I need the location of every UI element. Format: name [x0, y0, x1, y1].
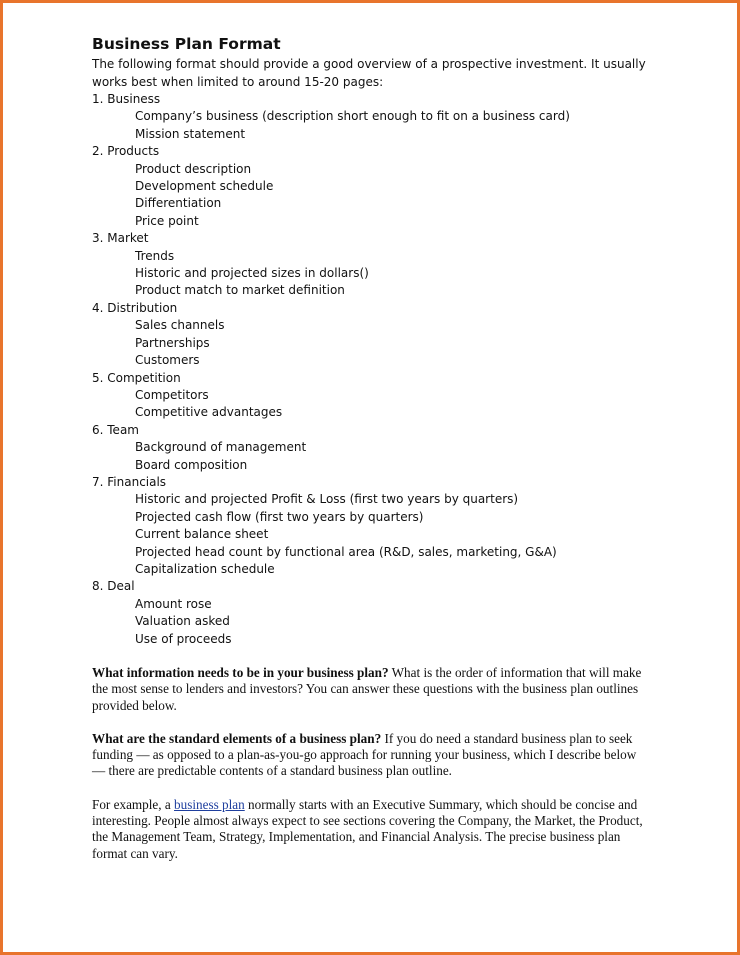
paragraph-standard-elements — [92, 731, 652, 780]
outline-section — [92, 230, 652, 300]
section-item: Sales channels — [135, 318, 225, 333]
outline-section — [92, 300, 652, 370]
outline-section — [92, 143, 652, 230]
section-item: Competitive advantages — [135, 405, 283, 420]
section-item: Product description — [135, 161, 252, 176]
outline-section — [92, 422, 652, 474]
document-page — [92, 34, 652, 862]
outline-section — [92, 370, 652, 422]
section-item: Historic and projected sizes in dollars() — [135, 266, 369, 281]
page-title: Business Plan Format — [92, 35, 281, 53]
section-item: Mission statement — [135, 126, 246, 141]
section-heading: 6. Team — [92, 422, 139, 437]
section-item: Historic and projected Profit & Loss (first two years by quarters) — [135, 492, 519, 507]
section-item: Price point — [135, 213, 199, 228]
paragraph-example — [92, 797, 652, 862]
paragraph-lead-question: What are the standard elements of a business plan? — [92, 730, 382, 746]
section-item: Board composition — [135, 457, 248, 472]
section-item: Differentiation — [135, 196, 222, 211]
section-heading: 4. Distribution — [92, 300, 178, 315]
section-item: Customers — [135, 353, 200, 368]
intro-paragraph: The following format should provide a good overview of a prospective investment. It usually works best when limited to around 15-20 pages: — [92, 57, 646, 89]
section-item: Partnerships — [135, 335, 210, 350]
section-item: Valuation asked — [135, 614, 230, 629]
outline-list — [92, 91, 652, 648]
section-item: Current balance sheet — [135, 527, 269, 542]
section-heading: 2. Products — [92, 144, 160, 159]
paragraph-body: If you do need a standard business plan to seek funding — as opposed to a plan-as-you-go approach for running your business, which I describe below — there are predictable contents of a standard business plan outline. — [92, 730, 637, 779]
outline-section — [92, 91, 652, 143]
section-item: Amount rose — [135, 596, 212, 611]
paragraph-text-after-link: normally starts with an Executive Summary, which should be concise and interesting. People almost always expect to see sections covering the Company, the Market, the Product, the Management Team, Strategy, Implementation, and Financial Analysis. The precise business plan format can vary. — [92, 796, 643, 861]
section-heading: 3. Market — [92, 231, 149, 246]
paragraph-text-before-link: For example, a — [92, 796, 175, 812]
outline-section — [92, 474, 652, 578]
section-item: Competitors — [135, 387, 209, 402]
paragraph-information-needed — [92, 665, 652, 714]
business-plan-link[interactable]: business plan — [174, 796, 245, 812]
section-item: Company’s business (description short enough to fit on a business card) — [135, 109, 570, 124]
section-item: Projected cash flow (first two years by quarters) — [135, 509, 424, 524]
outline-section — [92, 578, 652, 648]
paragraph-body: What is the order of information that will make the most sense to lenders and investors? You can answer these questions with the business plan outlines provided below. — [92, 665, 642, 713]
section-item: Product match to market definition — [135, 283, 345, 298]
section-heading: 1. Business — [92, 92, 161, 106]
section-heading: 5. Competition — [92, 370, 181, 385]
section-item: Development schedule — [135, 179, 274, 194]
section-item: Capitalization schedule — [135, 561, 275, 576]
paragraph-lead-question: What information needs to be in your business plan? — [92, 665, 389, 680]
section-heading: 8. Deal — [92, 579, 135, 594]
section-item: Trends — [135, 248, 175, 263]
section-item: Projected head count by functional area (R&D, sales, marketing, G&A) — [135, 544, 557, 559]
section-item: Background of management — [135, 440, 307, 455]
section-heading: 7. Financials — [92, 474, 167, 489]
section-item: Use of proceeds — [135, 631, 232, 646]
